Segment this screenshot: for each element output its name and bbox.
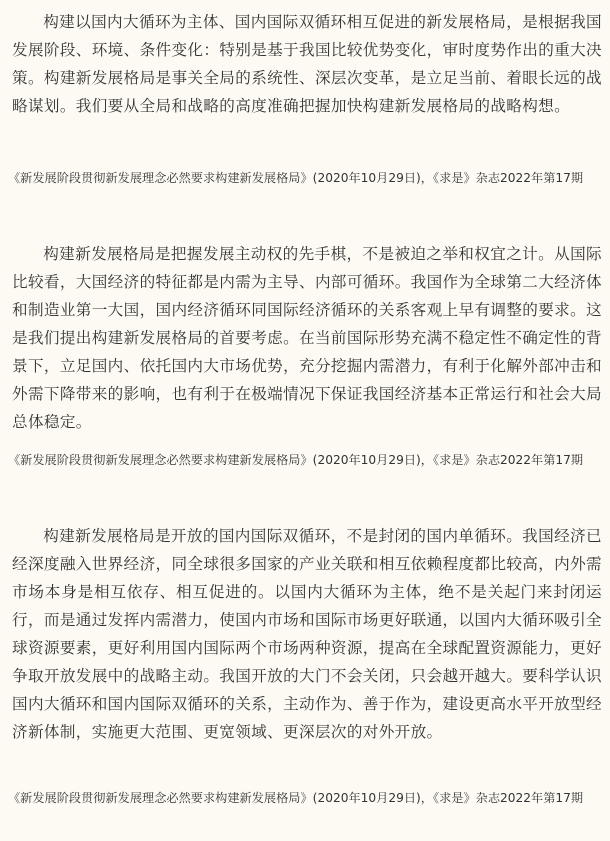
source-citation-1: 《新发展阶段贯彻新发展理念必然要求构建新发展格局》(2020年10月29日)，《求是》杂志2022年第17期 (8, 171, 584, 185)
paragraph-2: 构建新发展格局是把握发展主动权的先手棋，不是被迫之举和权宜之计。从国际比较看，大国经济的特征都是内需为主导、内部可循环。我国作为全球第二大经济体和制造业第一大国，国内经济循环同国际经济循环的关系客观上早有调整的要求。这是我们提出构建新发展格局的首要考虑。在当前国际形势充满不稳定性不确定性的背景下，立足国内、依托国内大市场优势，充分挖掘内需潜力，有利于化解外部冲击和外需下降带来的影响，也有利于在极端情况下保证我国经济基本正常运行和社会大局总体稳定。 (12, 245, 602, 431)
source-citation-2: 《新发展阶段贯彻新发展理念必然要求构建新发展格局》(2020年10月29日)，《求是》杂志2022年第17期 (8, 453, 584, 467)
source-citation-3: 《新发展阶段贯彻新发展理念必然要求构建新发展格局》(2020年10月29日)，《求是》杂志2022年第17期 (8, 791, 584, 805)
paragraph-3: 构建新发展格局是开放的国内国际双循环，不是封闭的国内单循环。我国经济已经深度融入世界经济，同全球很多国家的产业关联和相互依赖程度都比较高，内外需市场本身是相互依存、相互促进的。以国内大循环为主体，绝不是关起门来封闭运行，而是通过发挥内需潜力，使国内市场和国际市场更好联通，以国内大循环吸引全球资源要素，更好利用国内国际两个市场两种资源，提高在全球配置资源能力，更好争取开放发展中的战略主动。我国开放的大门不会关闭，只会越开越大。要科学认识国内大循环和国内国际双循环的关系，主动作为、善于作为，建设更高水平开放型经济新体制，实施更大范围、更宽领域、更深层次的对外开放。 (12, 527, 602, 741)
paragraph-1: 构建以国内大循环为主体、国内国际双循环相互促进的新发展格局，是根据我国发展阶段、环境、条件变化：特别是基于我国比较优势变化，审时度势作出的重大决策。构建新发展格局是事关全局的系统性、深层次变革，是立足当前、着眼长远的战略谋划。我们要从全局和战略的高度准确把握加快构建新发展格局的战略构想。 (12, 13, 602, 115)
